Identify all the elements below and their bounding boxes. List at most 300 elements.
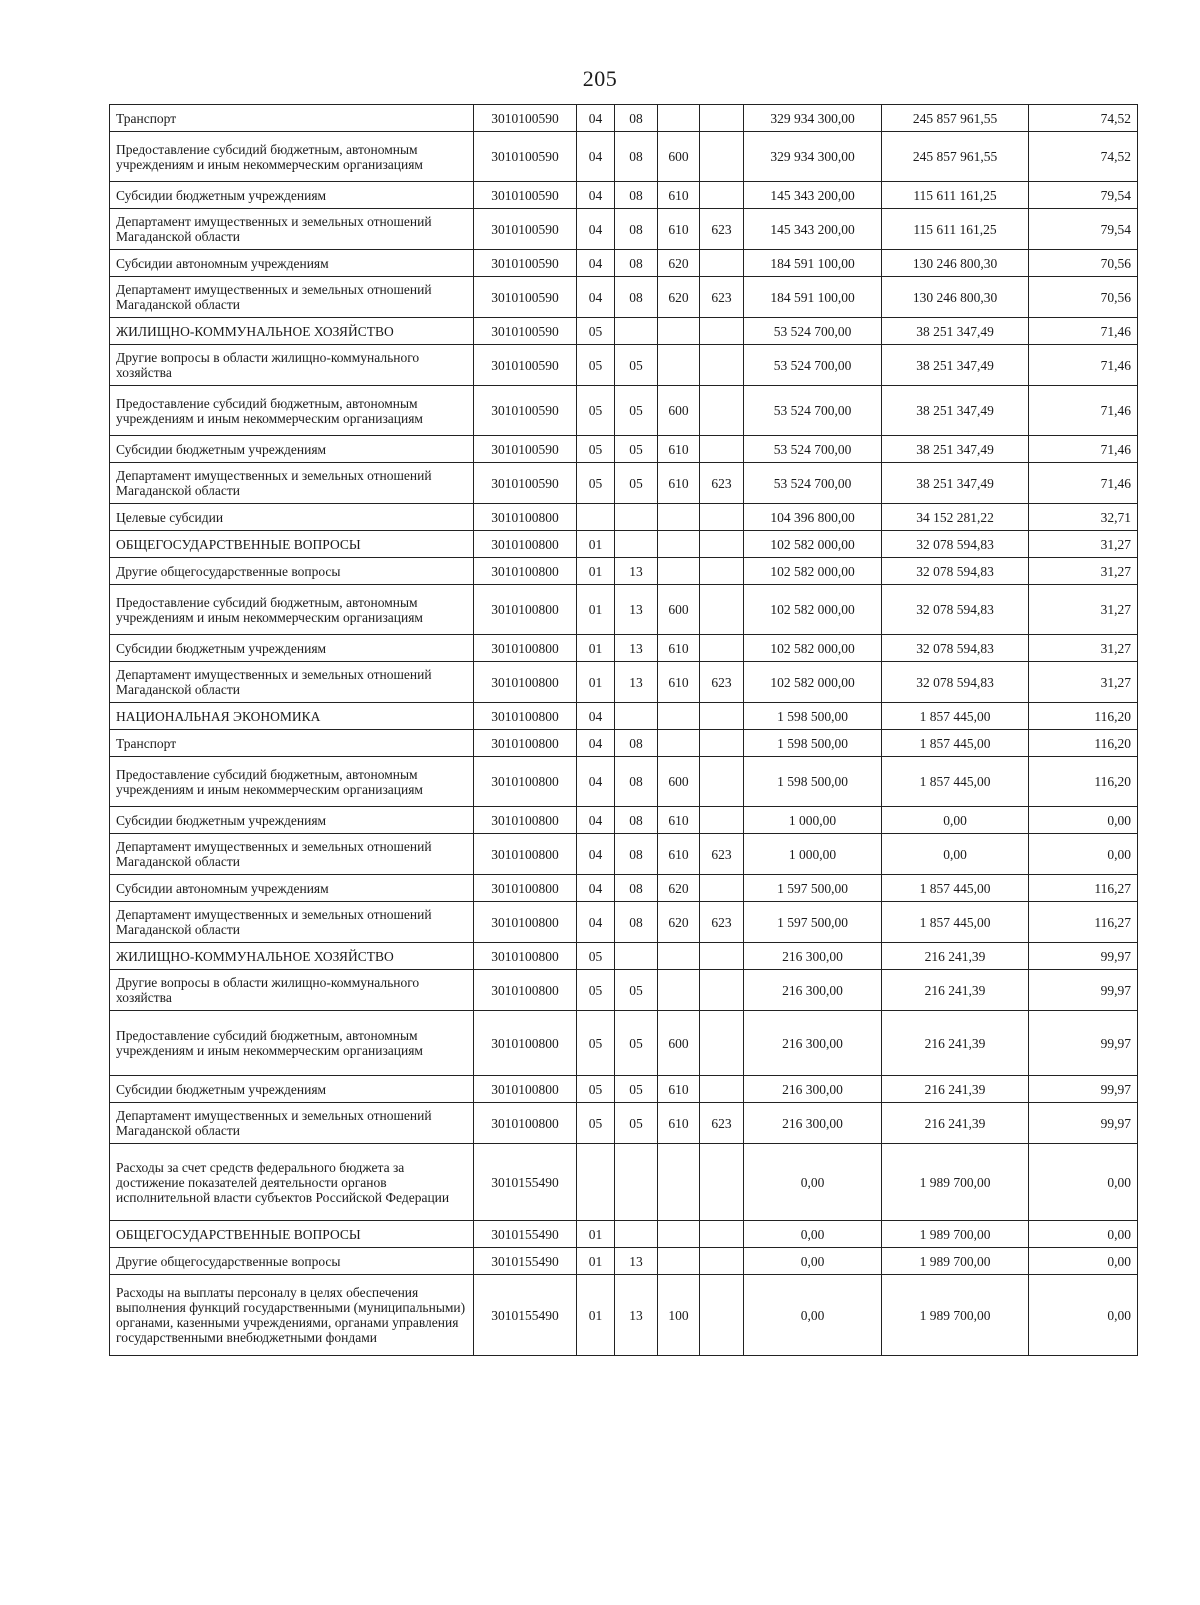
expense-type-cell: 620 <box>658 277 700 318</box>
section-code-cell: 05 <box>577 436 615 463</box>
target-code-cell: 3010100800 <box>474 970 577 1011</box>
planned-amount-cell: 0,00 <box>744 1221 882 1248</box>
planned-amount-cell: 102 582 000,00 <box>744 558 882 585</box>
target-code-cell: 3010100800 <box>474 703 577 730</box>
target-code-cell: 3010100800 <box>474 585 577 635</box>
expense-type-cell <box>658 1144 700 1221</box>
administrator-code-cell <box>700 757 744 807</box>
actual-amount-cell: 130 246 800,30 <box>882 250 1029 277</box>
table-row <box>110 943 1138 970</box>
actual-amount-cell: 245 857 961,55 <box>882 105 1029 132</box>
row-name-cell: Департамент имущественных и земельных отношений Магаданской области <box>110 902 474 943</box>
execution-percent-cell: 0,00 <box>1029 1248 1138 1275</box>
subsection-code-cell: 05 <box>615 386 658 436</box>
target-code-cell: 3010100800 <box>474 1076 577 1103</box>
budget-table-body <box>110 105 1138 1356</box>
table-row <box>110 1011 1138 1076</box>
subsection-code-cell: 08 <box>615 902 658 943</box>
subsection-code-cell: 05 <box>615 1011 658 1076</box>
target-code-cell: 3010100590 <box>474 209 577 250</box>
table-row <box>110 730 1138 757</box>
target-code-cell: 3010100800 <box>474 504 577 531</box>
section-code-cell: 01 <box>577 585 615 635</box>
administrator-code-cell <box>700 1248 744 1275</box>
administrator-code-cell <box>700 558 744 585</box>
administrator-code-cell <box>700 318 744 345</box>
execution-percent-cell: 116,20 <box>1029 730 1138 757</box>
actual-amount-cell: 1 857 445,00 <box>882 757 1029 807</box>
table-row <box>110 209 1138 250</box>
execution-percent-cell: 99,97 <box>1029 943 1138 970</box>
section-code-cell <box>577 1144 615 1221</box>
administrator-code-cell <box>700 1221 744 1248</box>
row-name-cell: Субсидии автономным учреждениям <box>110 875 474 902</box>
target-code-cell: 3010100590 <box>474 132 577 182</box>
target-code-cell: 3010100800 <box>474 807 577 834</box>
expense-type-cell: 600 <box>658 1011 700 1076</box>
subsection-code-cell <box>615 943 658 970</box>
section-code-cell: 01 <box>577 531 615 558</box>
section-code-cell: 04 <box>577 703 615 730</box>
table-row <box>110 1221 1138 1248</box>
subsection-code-cell: 05 <box>615 436 658 463</box>
actual-amount-cell: 1 857 445,00 <box>882 875 1029 902</box>
expense-type-cell <box>658 105 700 132</box>
row-name-cell: Другие общегосударственные вопросы <box>110 558 474 585</box>
administrator-code-cell <box>700 132 744 182</box>
administrator-code-cell <box>700 250 744 277</box>
actual-amount-cell: 216 241,39 <box>882 970 1029 1011</box>
planned-amount-cell: 102 582 000,00 <box>744 635 882 662</box>
section-code-cell: 05 <box>577 943 615 970</box>
table-row <box>110 386 1138 436</box>
planned-amount-cell: 184 591 100,00 <box>744 250 882 277</box>
table-row <box>110 662 1138 703</box>
section-code-cell: 05 <box>577 1076 615 1103</box>
row-name-cell: Другие вопросы в области жилищно-коммунального хозяйства <box>110 970 474 1011</box>
row-name-cell: Департамент имущественных и земельных отношений Магаданской области <box>110 463 474 504</box>
actual-amount-cell: 1 989 700,00 <box>882 1221 1029 1248</box>
planned-amount-cell: 1 000,00 <box>744 807 882 834</box>
section-code-cell: 04 <box>577 250 615 277</box>
row-name-cell: Субсидии бюджетным учреждениям <box>110 807 474 834</box>
section-code-cell: 04 <box>577 902 615 943</box>
target-code-cell: 3010100800 <box>474 662 577 703</box>
administrator-code-cell <box>700 943 744 970</box>
execution-percent-cell: 31,27 <box>1029 662 1138 703</box>
target-code-cell: 3010100800 <box>474 757 577 807</box>
section-code-cell: 01 <box>577 558 615 585</box>
expense-type-cell: 600 <box>658 132 700 182</box>
planned-amount-cell: 329 934 300,00 <box>744 105 882 132</box>
execution-percent-cell: 0,00 <box>1029 1144 1138 1221</box>
section-code-cell: 05 <box>577 1011 615 1076</box>
table-row <box>110 757 1138 807</box>
table-row <box>110 703 1138 730</box>
planned-amount-cell: 102 582 000,00 <box>744 585 882 635</box>
row-name-cell: ЖИЛИЩНО-КОММУНАЛЬНОЕ ХОЗЯЙСТВО <box>110 943 474 970</box>
section-code-cell: 04 <box>577 757 615 807</box>
section-code-cell: 05 <box>577 1103 615 1144</box>
actual-amount-cell: 115 611 161,25 <box>882 209 1029 250</box>
target-code-cell: 3010100800 <box>474 1011 577 1076</box>
target-code-cell: 3010100800 <box>474 531 577 558</box>
actual-amount-cell: 115 611 161,25 <box>882 182 1029 209</box>
row-name-cell: ЖИЛИЩНО-КОММУНАЛЬНОЕ ХОЗЯЙСТВО <box>110 318 474 345</box>
subsection-code-cell: 08 <box>615 834 658 875</box>
execution-percent-cell: 31,27 <box>1029 585 1138 635</box>
actual-amount-cell: 32 078 594,83 <box>882 531 1029 558</box>
table-row <box>110 318 1138 345</box>
actual-amount-cell: 32 078 594,83 <box>882 635 1029 662</box>
row-name-cell: Департамент имущественных и земельных отношений Магаданской области <box>110 277 474 318</box>
planned-amount-cell: 1 597 500,00 <box>744 875 882 902</box>
target-code-cell: 3010100590 <box>474 436 577 463</box>
execution-percent-cell: 0,00 <box>1029 807 1138 834</box>
target-code-cell: 3010155490 <box>474 1144 577 1221</box>
subsection-code-cell: 08 <box>615 209 658 250</box>
expense-type-cell: 610 <box>658 635 700 662</box>
expense-type-cell <box>658 558 700 585</box>
planned-amount-cell: 145 343 200,00 <box>744 209 882 250</box>
actual-amount-cell: 1 989 700,00 <box>882 1275 1029 1356</box>
table-row <box>110 250 1138 277</box>
subsection-code-cell: 13 <box>615 1275 658 1356</box>
actual-amount-cell: 1 989 700,00 <box>882 1144 1029 1221</box>
section-code-cell <box>577 504 615 531</box>
execution-percent-cell: 116,20 <box>1029 703 1138 730</box>
administrator-code-cell <box>700 504 744 531</box>
section-code-cell: 01 <box>577 1275 615 1356</box>
row-name-cell: Другие вопросы в области жилищно-коммунального хозяйства <box>110 345 474 386</box>
administrator-code-cell: 623 <box>700 834 744 875</box>
expense-type-cell <box>658 531 700 558</box>
section-code-cell: 04 <box>577 730 615 757</box>
administrator-code-cell <box>700 436 744 463</box>
table-row <box>110 105 1138 132</box>
section-code-cell: 04 <box>577 834 615 875</box>
table-row <box>110 277 1138 318</box>
planned-amount-cell: 104 396 800,00 <box>744 504 882 531</box>
subsection-code-cell <box>615 318 658 345</box>
execution-percent-cell: 0,00 <box>1029 1221 1138 1248</box>
execution-percent-cell: 99,97 <box>1029 1103 1138 1144</box>
planned-amount-cell: 0,00 <box>744 1144 882 1221</box>
expense-type-cell <box>658 504 700 531</box>
actual-amount-cell: 216 241,39 <box>882 1011 1029 1076</box>
expense-type-cell <box>658 1221 700 1248</box>
table-row <box>110 463 1138 504</box>
planned-amount-cell: 1 598 500,00 <box>744 730 882 757</box>
section-code-cell: 04 <box>577 277 615 318</box>
subsection-code-cell: 13 <box>615 635 658 662</box>
expense-type-cell: 610 <box>658 807 700 834</box>
planned-amount-cell: 102 582 000,00 <box>744 662 882 703</box>
subsection-code-cell <box>615 531 658 558</box>
administrator-code-cell <box>700 386 744 436</box>
actual-amount-cell: 38 251 347,49 <box>882 436 1029 463</box>
expense-type-cell: 620 <box>658 250 700 277</box>
planned-amount-cell: 1 598 500,00 <box>744 703 882 730</box>
subsection-code-cell: 13 <box>615 585 658 635</box>
table-row <box>110 807 1138 834</box>
expense-type-cell: 610 <box>658 436 700 463</box>
row-name-cell: НАЦИОНАЛЬНАЯ ЭКОНОМИКА <box>110 703 474 730</box>
section-code-cell: 05 <box>577 386 615 436</box>
section-code-cell: 04 <box>577 132 615 182</box>
subsection-code-cell <box>615 703 658 730</box>
expense-type-cell <box>658 943 700 970</box>
actual-amount-cell: 38 251 347,49 <box>882 318 1029 345</box>
table-row <box>110 635 1138 662</box>
row-name-cell: Департамент имущественных и земельных отношений Магаданской области <box>110 1103 474 1144</box>
execution-percent-cell: 31,27 <box>1029 531 1138 558</box>
subsection-code-cell: 05 <box>615 970 658 1011</box>
administrator-code-cell: 623 <box>700 662 744 703</box>
administrator-code-cell <box>700 1144 744 1221</box>
subsection-code-cell: 05 <box>615 463 658 504</box>
execution-percent-cell: 99,97 <box>1029 970 1138 1011</box>
table-row <box>110 1076 1138 1103</box>
target-code-cell: 3010100590 <box>474 386 577 436</box>
subsection-code-cell: 13 <box>615 662 658 703</box>
administrator-code-cell: 623 <box>700 1103 744 1144</box>
administrator-code-cell: 623 <box>700 277 744 318</box>
subsection-code-cell: 08 <box>615 132 658 182</box>
subsection-code-cell: 05 <box>615 1076 658 1103</box>
actual-amount-cell: 130 246 800,30 <box>882 277 1029 318</box>
administrator-code-cell <box>700 970 744 1011</box>
subsection-code-cell <box>615 1144 658 1221</box>
expense-type-cell <box>658 730 700 757</box>
planned-amount-cell: 53 524 700,00 <box>744 463 882 504</box>
execution-percent-cell: 0,00 <box>1029 1275 1138 1356</box>
execution-percent-cell: 70,56 <box>1029 250 1138 277</box>
table-row <box>110 531 1138 558</box>
execution-percent-cell: 71,46 <box>1029 345 1138 386</box>
administrator-code-cell: 623 <box>700 902 744 943</box>
table-row <box>110 1103 1138 1144</box>
expense-type-cell <box>658 703 700 730</box>
administrator-code-cell <box>700 1275 744 1356</box>
execution-percent-cell: 116,27 <box>1029 902 1138 943</box>
section-code-cell: 05 <box>577 345 615 386</box>
execution-percent-cell: 74,52 <box>1029 132 1138 182</box>
row-name-cell: Департамент имущественных и земельных отношений Магаданской области <box>110 209 474 250</box>
subsection-code-cell: 08 <box>615 250 658 277</box>
administrator-code-cell <box>700 531 744 558</box>
target-code-cell: 3010100800 <box>474 635 577 662</box>
target-code-cell: 3010100590 <box>474 318 577 345</box>
target-code-cell: 3010100800 <box>474 943 577 970</box>
subsection-code-cell <box>615 504 658 531</box>
execution-percent-cell: 32,71 <box>1029 504 1138 531</box>
administrator-code-cell <box>700 105 744 132</box>
table-row <box>110 875 1138 902</box>
table-row <box>110 436 1138 463</box>
row-name-cell: Предоставление субсидий бюджетным, автономным учреждениям и иным некоммерческим организациям <box>110 1011 474 1076</box>
execution-percent-cell: 116,20 <box>1029 757 1138 807</box>
administrator-code-cell: 623 <box>700 463 744 504</box>
expense-type-cell: 610 <box>658 1103 700 1144</box>
administrator-code-cell <box>700 703 744 730</box>
row-name-cell: Целевые субсидии <box>110 504 474 531</box>
expense-type-cell: 600 <box>658 386 700 436</box>
execution-percent-cell: 116,27 <box>1029 875 1138 902</box>
actual-amount-cell: 38 251 347,49 <box>882 345 1029 386</box>
planned-amount-cell: 145 343 200,00 <box>744 182 882 209</box>
execution-percent-cell: 99,97 <box>1029 1011 1138 1076</box>
administrator-code-cell <box>700 1011 744 1076</box>
row-name-cell: Предоставление субсидий бюджетным, автономным учреждениям и иным некоммерческим организациям <box>110 132 474 182</box>
planned-amount-cell: 1 597 500,00 <box>744 902 882 943</box>
actual-amount-cell: 1 857 445,00 <box>882 902 1029 943</box>
target-code-cell: 3010100590 <box>474 105 577 132</box>
table-row <box>110 345 1138 386</box>
subsection-code-cell: 08 <box>615 875 658 902</box>
table-row <box>110 132 1138 182</box>
target-code-cell: 3010100800 <box>474 875 577 902</box>
actual-amount-cell: 34 152 281,22 <box>882 504 1029 531</box>
expense-type-cell: 600 <box>658 757 700 807</box>
table-row <box>110 182 1138 209</box>
row-name-cell: Расходы за счет средств федерального бюджета за достижение показателей деятельности органов исполнительной власти субъектов Российской Федерации <box>110 1144 474 1221</box>
target-code-cell: 3010100800 <box>474 1103 577 1144</box>
actual-amount-cell: 32 078 594,83 <box>882 585 1029 635</box>
execution-percent-cell: 71,46 <box>1029 386 1138 436</box>
target-code-cell: 3010100590 <box>474 277 577 318</box>
planned-amount-cell: 329 934 300,00 <box>744 132 882 182</box>
planned-amount-cell: 102 582 000,00 <box>744 531 882 558</box>
target-code-cell: 3010100800 <box>474 834 577 875</box>
execution-percent-cell: 71,46 <box>1029 318 1138 345</box>
subsection-code-cell: 05 <box>615 1103 658 1144</box>
section-code-cell: 01 <box>577 635 615 662</box>
planned-amount-cell: 0,00 <box>744 1248 882 1275</box>
planned-amount-cell: 0,00 <box>744 1275 882 1356</box>
table-row <box>110 585 1138 635</box>
row-name-cell: Предоставление субсидий бюджетным, автономным учреждениям и иным некоммерческим организациям <box>110 585 474 635</box>
row-name-cell: Расходы на выплаты персоналу в целях обеспечения выполнения функций государственными (муниципальными) органами, казенными учреждениями, органами управления государственными внебюджетными фондами <box>110 1275 474 1356</box>
row-name-cell: Предоставление субсидий бюджетным, автономным учреждениям и иным некоммерческим организациям <box>110 757 474 807</box>
execution-percent-cell: 99,97 <box>1029 1076 1138 1103</box>
target-code-cell: 3010100590 <box>474 345 577 386</box>
actual-amount-cell: 38 251 347,49 <box>882 463 1029 504</box>
section-code-cell: 05 <box>577 970 615 1011</box>
subsection-code-cell: 08 <box>615 182 658 209</box>
actual-amount-cell: 1 857 445,00 <box>882 730 1029 757</box>
row-name-cell: ОБЩЕГОСУДАРСТВЕННЫЕ ВОПРОСЫ <box>110 1221 474 1248</box>
administrator-code-cell <box>700 182 744 209</box>
section-code-cell: 01 <box>577 1248 615 1275</box>
page-number: 205 <box>582 66 618 91</box>
planned-amount-cell: 53 524 700,00 <box>744 345 882 386</box>
planned-amount-cell: 216 300,00 <box>744 943 882 970</box>
section-code-cell: 04 <box>577 807 615 834</box>
administrator-code-cell: 623 <box>700 209 744 250</box>
execution-percent-cell: 79,54 <box>1029 209 1138 250</box>
administrator-code-cell <box>700 585 744 635</box>
expense-type-cell: 610 <box>658 834 700 875</box>
expense-type-cell: 610 <box>658 463 700 504</box>
target-code-cell: 3010155490 <box>474 1221 577 1248</box>
planned-amount-cell: 53 524 700,00 <box>744 318 882 345</box>
planned-amount-cell: 216 300,00 <box>744 1103 882 1144</box>
target-code-cell: 3010100590 <box>474 250 577 277</box>
subsection-code-cell: 13 <box>615 1248 658 1275</box>
target-code-cell: 3010155490 <box>474 1248 577 1275</box>
section-code-cell: 04 <box>577 182 615 209</box>
budget-table <box>109 104 1138 1356</box>
target-code-cell: 3010100590 <box>474 463 577 504</box>
actual-amount-cell: 216 241,39 <box>882 1076 1029 1103</box>
execution-percent-cell: 0,00 <box>1029 834 1138 875</box>
section-code-cell: 01 <box>577 662 615 703</box>
row-name-cell: Транспорт <box>110 105 474 132</box>
planned-amount-cell: 1 598 500,00 <box>744 757 882 807</box>
subsection-code-cell: 13 <box>615 558 658 585</box>
section-code-cell: 04 <box>577 209 615 250</box>
subsection-code-cell: 08 <box>615 105 658 132</box>
row-name-cell: Субсидии бюджетным учреждениям <box>110 1076 474 1103</box>
planned-amount-cell: 53 524 700,00 <box>744 436 882 463</box>
table-row <box>110 834 1138 875</box>
administrator-code-cell <box>700 635 744 662</box>
actual-amount-cell: 1 857 445,00 <box>882 703 1029 730</box>
row-name-cell: Субсидии автономным учреждениям <box>110 250 474 277</box>
administrator-code-cell <box>700 875 744 902</box>
expense-type-cell <box>658 345 700 386</box>
expense-type-cell: 600 <box>658 585 700 635</box>
subsection-code-cell <box>615 1221 658 1248</box>
expense-type-cell: 610 <box>658 662 700 703</box>
execution-percent-cell: 31,27 <box>1029 558 1138 585</box>
planned-amount-cell: 53 524 700,00 <box>744 386 882 436</box>
expense-type-cell: 620 <box>658 875 700 902</box>
table-row <box>110 1248 1138 1275</box>
table-row <box>110 1144 1138 1221</box>
actual-amount-cell: 0,00 <box>882 807 1029 834</box>
actual-amount-cell: 32 078 594,83 <box>882 662 1029 703</box>
administrator-code-cell <box>700 807 744 834</box>
actual-amount-cell: 1 989 700,00 <box>882 1248 1029 1275</box>
target-code-cell: 3010100800 <box>474 902 577 943</box>
execution-percent-cell: 74,52 <box>1029 105 1138 132</box>
row-name-cell: Субсидии бюджетным учреждениям <box>110 635 474 662</box>
subsection-code-cell: 08 <box>615 277 658 318</box>
expense-type-cell: 100 <box>658 1275 700 1356</box>
row-name-cell: Субсидии бюджетным учреждениям <box>110 436 474 463</box>
actual-amount-cell: 0,00 <box>882 834 1029 875</box>
actual-amount-cell: 38 251 347,49 <box>882 386 1029 436</box>
row-name-cell: Департамент имущественных и земельных отношений Магаданской области <box>110 662 474 703</box>
row-name-cell: Департамент имущественных и земельных отношений Магаданской области <box>110 834 474 875</box>
row-name-cell: Субсидии бюджетным учреждениям <box>110 182 474 209</box>
target-code-cell: 3010155490 <box>474 1275 577 1356</box>
section-code-cell: 05 <box>577 463 615 504</box>
expense-type-cell <box>658 318 700 345</box>
target-code-cell: 3010100800 <box>474 558 577 585</box>
planned-amount-cell: 216 300,00 <box>744 1011 882 1076</box>
execution-percent-cell: 71,46 <box>1029 436 1138 463</box>
planned-amount-cell: 1 000,00 <box>744 834 882 875</box>
table-row <box>110 970 1138 1011</box>
execution-percent-cell: 70,56 <box>1029 277 1138 318</box>
row-name-cell: Другие общегосударственные вопросы <box>110 1248 474 1275</box>
expense-type-cell: 610 <box>658 182 700 209</box>
table-row <box>110 1275 1138 1356</box>
section-code-cell: 04 <box>577 875 615 902</box>
